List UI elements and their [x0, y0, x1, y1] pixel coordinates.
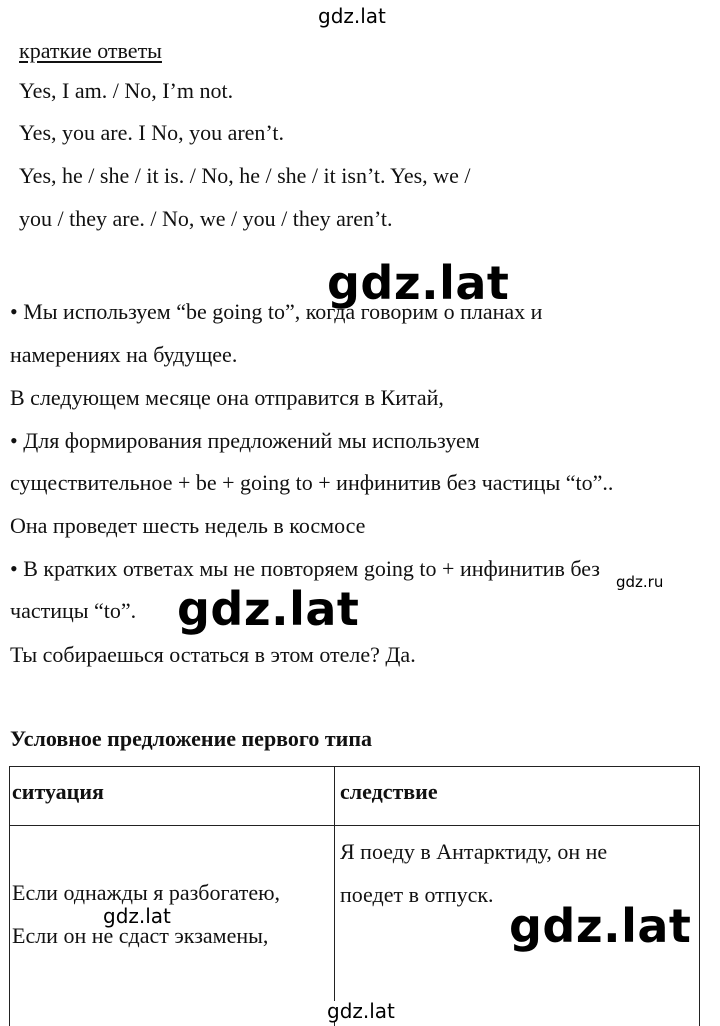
- watermark-gdz-ru: gdz.ru: [616, 573, 664, 591]
- going-to-line-2: намерениях на будущее.: [10, 342, 238, 367]
- table-situation-line-1: Если однажды я разбогатею,: [12, 880, 281, 905]
- conditional-table: [9, 766, 700, 1026]
- going-to-line-1: • Мы используем “be going to”, когда говорим о планах и: [10, 299, 543, 324]
- short-answer-line-1: Yes, I am. / No, I’m not.: [19, 78, 234, 103]
- watermark-big-1: gdz.lat: [327, 256, 510, 310]
- table-situation-line-2: Если он не сдаст экзамены,: [12, 923, 269, 948]
- short-answer-line-2: Yes, you are. I No, you aren’t.: [19, 120, 284, 145]
- going-to-line-5: существительное + be + going to + инфинитив без частицы “to”..: [10, 470, 614, 495]
- watermark-table-small: gdz.lat: [103, 904, 171, 928]
- watermark-bottom: gdz.lat: [323, 1001, 399, 1021]
- going-to-line-3: В следующем месяце она отправится в Китай,: [10, 385, 444, 410]
- short-answers-heading: краткие ответы: [19, 38, 162, 63]
- table-consequence-line-2: поедет в отпуск.: [340, 882, 494, 907]
- going-to-line-8: частицы “to”.: [10, 598, 137, 623]
- short-answer-line-4: you / they are. / No, we / you / they aren’t.: [19, 206, 393, 231]
- short-answer-line-3: Yes, he / she / it is. / No, he / she / it isn’t. Yes, we /: [19, 163, 471, 188]
- going-to-line-6: Она проведет шесть недель в космосе: [10, 513, 366, 538]
- going-to-line-9: Ты собираешься остаться в этом отеле? Да.: [10, 642, 416, 667]
- going-to-line-7: • В кратких ответах мы не повторяем going to + инфинитив без: [10, 556, 600, 581]
- watermark-big-3: gdz.lat: [509, 899, 692, 953]
- watermark-big-2: gdz.lat: [177, 582, 360, 636]
- table-header-divider: [10, 825, 699, 826]
- conditional-heading: Условное предложение первого типа: [10, 726, 373, 751]
- table-column-divider: [334, 767, 335, 1026]
- table-consequence-line-1: Я поеду в Антарктиду, он не: [340, 839, 608, 864]
- going-to-line-4: • Для формирования предложений мы используем: [10, 428, 480, 453]
- table-header-situation: ситуация: [12, 779, 104, 804]
- table-header-consequence: следствие: [340, 779, 438, 804]
- watermark-top: gdz.lat: [318, 4, 386, 28]
